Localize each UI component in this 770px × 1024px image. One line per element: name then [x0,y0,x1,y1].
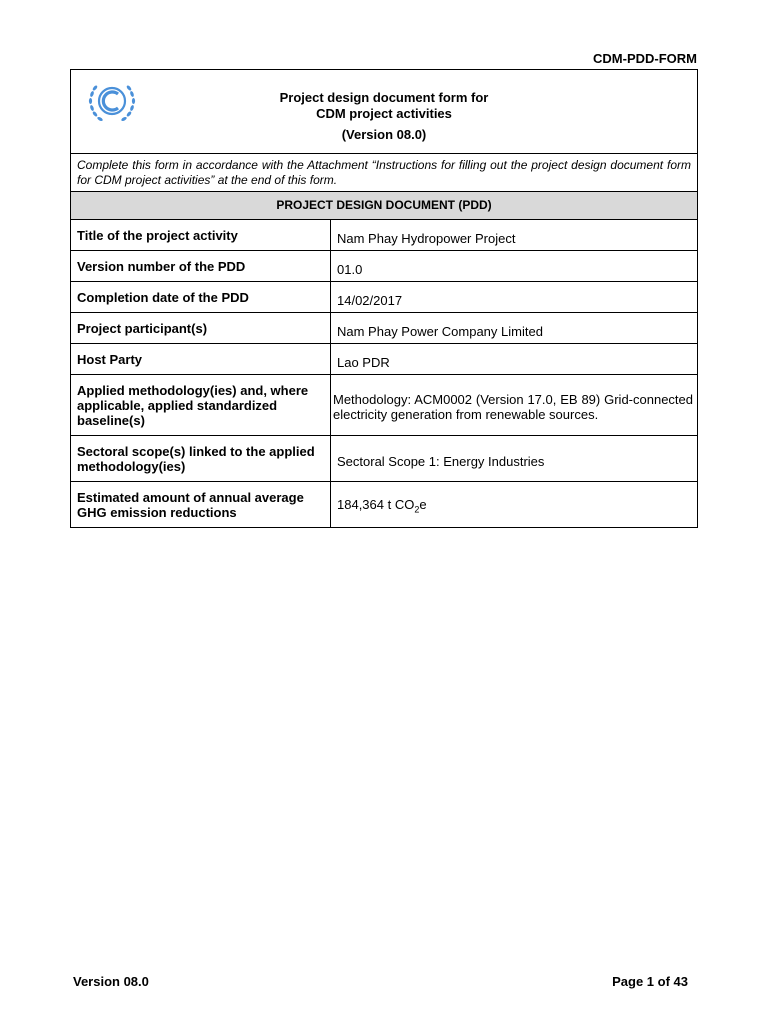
row-value: 14/02/2017 [331,282,698,313]
row-label: Estimated amount of annual average GHG emission reductions [71,482,331,528]
row-value: Lao PDR [331,344,698,375]
row-value: Nam Phay Power Company Limited [331,313,698,344]
row-value [331,482,698,528]
table-row [71,375,698,436]
table-heading-row [71,192,698,220]
table-row [71,436,698,482]
document-header [70,69,698,154]
row-label: Completion date of the PDD [71,282,331,313]
form-version: (Version 08.0) [341,127,427,142]
row-value: 01.0 [331,251,698,282]
row-label: Host Party [71,344,331,375]
row-value: Nam Phay Hydropower Project [331,220,698,251]
table-row [71,344,698,375]
emission-subscript: 2 [414,504,420,515]
form-title [71,90,697,143]
form-title-line1: Project design document form for [279,90,489,105]
table-row [71,482,698,528]
table-heading: PROJECT DESIGN DOCUMENT (PDD) [71,192,698,220]
row-label: Version number of the PDD [71,251,331,282]
emission-suffix: e [419,497,427,513]
row-label: Title of the project activity [71,220,331,251]
pdd-summary-table [70,191,698,528]
row-label: Sectoral scope(s) linked to the applied methodology(ies) [71,436,331,482]
table-row [71,220,698,251]
table-row [71,282,698,313]
row-label: Applied methodology(ies) and, where applicable, applied standardized baseline(s) [71,375,331,436]
table-row [71,313,698,344]
row-value: Methodology: ACM0002 (Version 17.0, EB 89) Grid-connected electricity generation from renewable sources. [331,375,698,436]
form-title-line2: CDM project activities [316,106,452,121]
footer-version: Version 08.0 [73,974,149,989]
table-row [71,251,698,282]
row-value: Sectoral Scope 1: Energy Industries [331,436,698,482]
page-number: Page 1 of 43 [612,974,688,989]
emission-value: 184,364 t CO [337,497,415,513]
row-label: Project participant(s) [71,313,331,344]
form-code: CDM-PDD-FORM [593,51,697,66]
form-instructions: Complete this form in accordance with the Attachment “Instructions for filling out the project design document form for CDM project activities” at the end of this form. [70,154,698,191]
